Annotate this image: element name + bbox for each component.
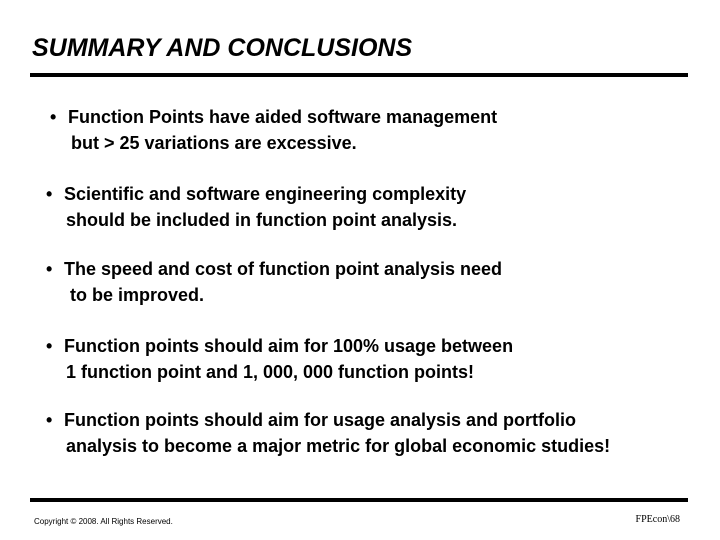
page-reference: FPEcon\68	[635, 514, 680, 525]
bullet-dot: •	[46, 336, 53, 356]
bullet-line-2: should be included in function point analysis.	[66, 210, 458, 230]
bullet-line-1: Function points should aim for 100% usage between	[64, 336, 514, 356]
footer-divider	[30, 498, 688, 502]
bullet-line-1: Scientific and software engineering complexity	[64, 184, 467, 204]
bullet-line-1: Function points should aim for usage analysis and portfolio	[64, 410, 577, 430]
bullet-line-2: 1 function point and 1, 000, 000 function points!	[66, 362, 475, 382]
bullet-dot: •	[50, 107, 57, 127]
bullet-item	[46, 256, 502, 308]
bullet-dot: •	[46, 410, 53, 430]
bullet-dot: •	[46, 259, 53, 279]
bullet-item	[50, 104, 497, 156]
bullet-item	[46, 181, 466, 233]
bullet-item	[46, 407, 610, 459]
bullet-item	[46, 333, 513, 385]
bullet-line-2: to be improved.	[70, 285, 205, 305]
bullet-dot: •	[46, 184, 53, 204]
bullet-line-1: Function Points have aided software management	[68, 107, 498, 127]
title-divider	[30, 73, 688, 77]
bullet-line-2: but > 25 variations are excessive.	[71, 133, 357, 153]
bullet-line-2: analysis to become a major metric for global economic studies!	[66, 436, 611, 456]
copyright-notice: Copyright © 2008. All Rights Reserved.	[34, 517, 173, 526]
bullet-line-1: The speed and cost of function point analysis need	[64, 259, 503, 279]
slide-title: SUMMARY AND CONCLUSIONS	[32, 34, 413, 62]
